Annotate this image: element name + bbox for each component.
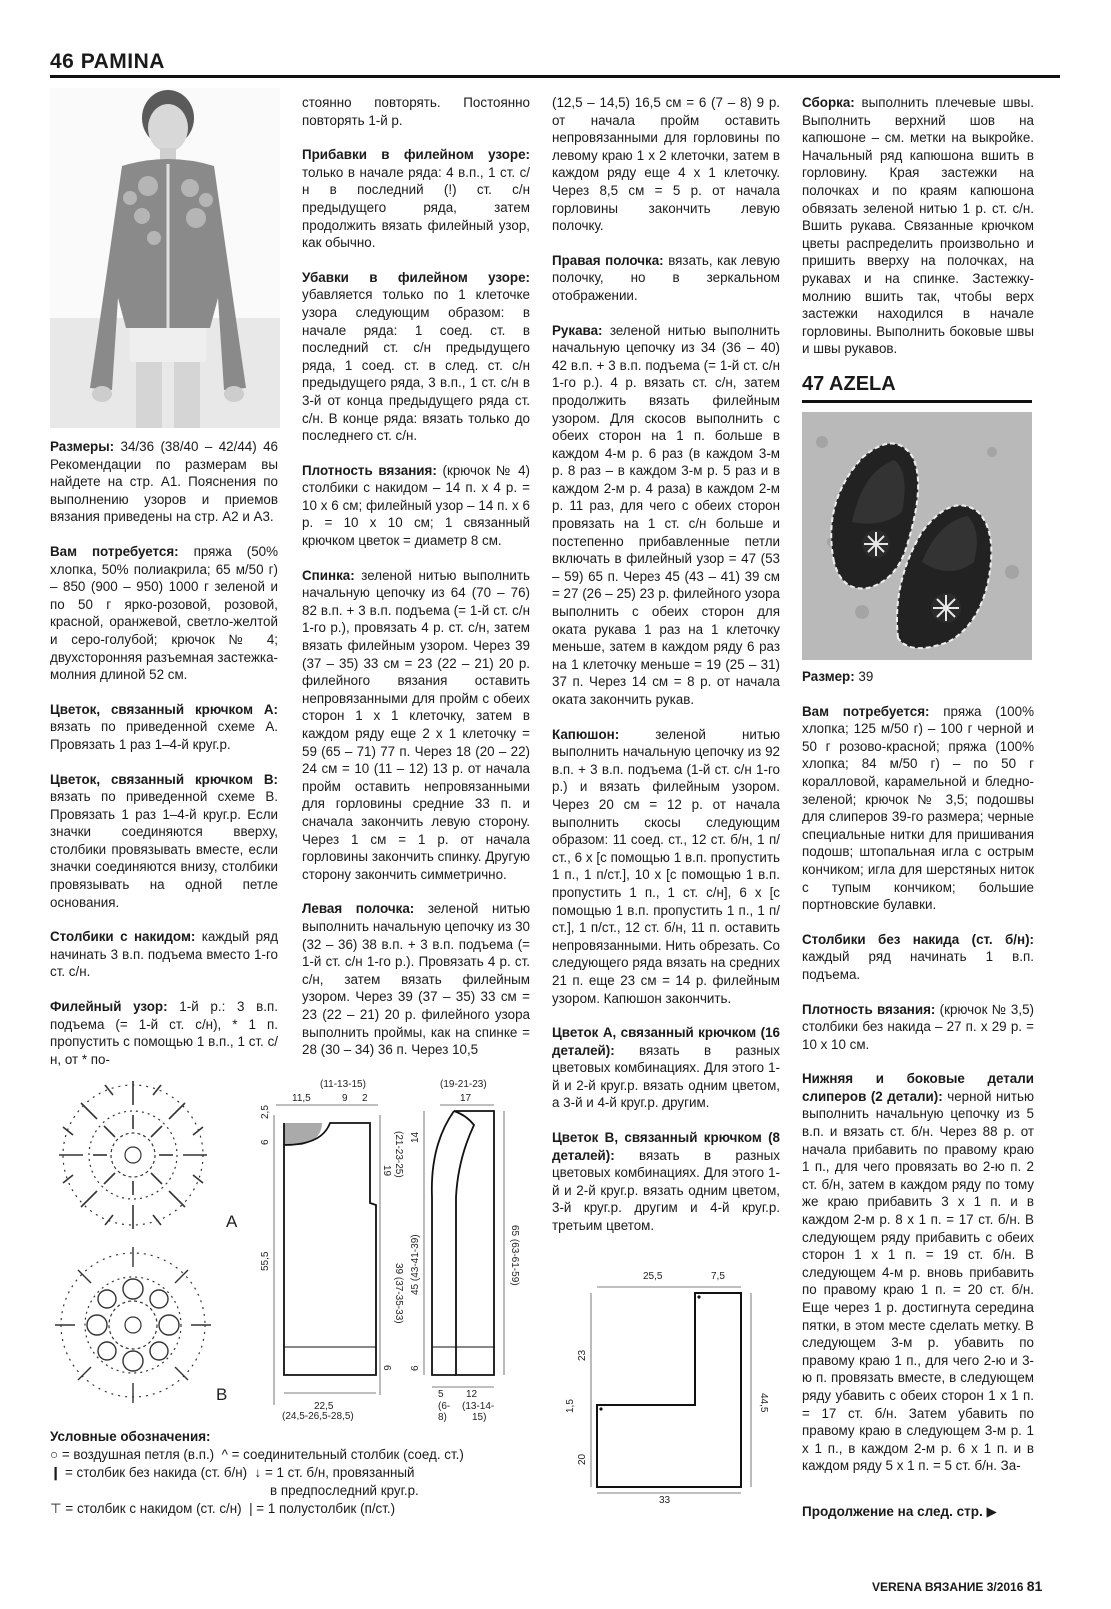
gauge-paragraph: Плотность вязания: (крючок № 4) столбики с накидом – 14 п. х 4 р. = 10 х 6 см; филейный узор – 14 п. х 6 р. = 10 х 10 см; 1 связанный крючком цветок = диаметр 8 см.: [302, 462, 530, 549]
section-rule: [802, 400, 1032, 403]
sleeve-cuff-label: 5: [438, 1389, 444, 1400]
double-crochet-paragraph: Столбики с накидом: каждый ряд начинать 3 в.п. подъема вместо 1-го ст. с/н.: [50, 929, 279, 980]
azela-sole-paragraph: Нижняя и боковые детали слиперов (2 детали): черной нитью выполнить начальную цепочку из 5 в.п. и вязать ст. б/н. Через 88 р. от начала прибавить по правому краю 1 п., для чего провязать во 2-ю п. 2 ст. б/н, затем в каждом ряду по тому же краю прибавить 3 х 1 п. и в каждом 2-м р. 8 х 1 п. = 17 ст. б/н. В следующем ряду прибавить с обеих сторон 1 х 1 п. = 19 ст. б/н. В следующем 4-м р. вновь прибавить по правому краю 1 п. = 20 ст. б/н. Еще через 1 р. достигнута середина пятки, в этом месте сделать метку. В следующем 3-м р. убавить по правому краю 1 п., для чего 2-ю и 3-ю п. провязать вместе, в следующем ряду убавить с обеих сторон 1 х 1 п. = 17 ст. б/н. Затем убавить по правому краю в следующем 3-м р. 1 х 1 п., в каждом 2-м р. 6 х 1 п. и в каждом ряду 5 х 1 п. = 5 ст. б/н. За-: [802, 1071, 1034, 1474]
azela-single-crochet-paragraph: Столбики без накида (ст. б/н): каждый ряд начинать 1 в.п. подъема.: [802, 931, 1034, 982]
slipper-height3-label: 20: [577, 1453, 588, 1465]
slipper-schematic: [555, 1265, 770, 1505]
legend-spike: = 1 ст. б/н, провязанный: [264, 1465, 415, 1480]
assembly-paragraph: Сборка: выполнить плечевые швы. Выполнить верхний шов на капюшоне – см. метки на выкройке. Начальный ряд капюшона вшить в горловину. Края застежки на полочках и по краям капюшона обвязать зеленой нитью 1 р. ст. с/н. Вшить рукава. Связанные крючком цветы распределить произвольно и пришить вверху на полочках, на рукавах и на спинке. Застежку-молнию вшить так, чтобы верх застежки находился в начале горловины. Выполнить боковые швы и швы рукавов.: [802, 95, 1034, 357]
back-schematic: [250, 1075, 404, 1422]
page-number: 81: [1026, 1578, 1043, 1594]
legend-chain: = воздушная петля (в.п.): [61, 1447, 215, 1462]
back-paragraph: Спинка: зеленой нитью выполнить начальную цепочку из 64 (70 – 76) 82 в.п. + 3 в.п. подъема (= 1-й ст. с/н 1-го р.), провязать 4 р. ст. с/н, затем вязать филейным узором. Через 39 (37 – 35) 33 см = 23 (22 – 21) 20 р. филейного вязания оставить непровязанными для пройм с обеих сторон 1 х 1 клеточку, затем в каждом ряду еще 2 х 1 клеточку = 59 (65 – 71) 77 п. Через 18 (20 – 22) 24 см = 10 (11 – 12) 13 р. от начала пройм оставить непровязанными для горловины средние 33 п. и сначала закончить левую сторону. Через 1 см = 1 р. от начала горловины закончить спинку. Другую сторону закончить симметрично.: [302, 567, 530, 882]
chart-b-icon: [55, 1247, 211, 1403]
back-top-label: (11-13-15): [320, 1079, 366, 1090]
filet-decreases-paragraph: Убавки в филейном узоре: убавляется только по 1 клеточке узора следующим образом: в начале ряда: 1 соед. ст. в последний ст. с/н предыдущего ряда, 1 соед. ст. в след. ст. с/н предыдущего ряда, 3 в.п., 1 ст. с/н в 3-й от конца предыдущего ряда ст. с/н. В конце ряда: вязать только до последнего ст. с/н.: [302, 269, 530, 444]
flower-b-parts-paragraph: Цветок В, связанный крючком (8 деталей): вязать в разных цветовых комбинациях. Для этого 1-й и 2-й круг.р. вязать одним цветом, 3-й круг.р. другим и 4-й круг.р. третьим цветом.: [552, 1130, 780, 1234]
left-front-continued-paragraph: (12,5 – 14,5) 16,5 см = 6 (7 – 8) 9 р. от начала пройм оставить непровязанными для горловины по левому краю 1 х 2 клеточки, затем в каждом ряду еще 4 х 1 клеточку. Через 8,5 см = 5 р. от начала горловины закончить левую полочку.: [552, 95, 780, 234]
filet-continued-paragraph: стоянно повторять. Постоянно повторять 1-й р.: [302, 95, 530, 128]
back-body-length-label: 39 (37-35-33): [393, 1263, 404, 1324]
sleeve-top-label: (19-21-23): [440, 1079, 487, 1090]
footer-brand: VERENA ВЯЗАНИЕ 3/2016: [872, 1580, 1024, 1594]
column-1: [50, 438, 278, 1085]
azela-gauge-paragraph: Плотность вязания: (крючок № 3,5) столбики без накида – 27 п. х 29 р. = 10 х 10 см.: [802, 1001, 1034, 1052]
back-neck-depth-label: 2,5: [260, 1105, 271, 1119]
back-width-label: 22,5: [314, 1401, 334, 1412]
slipper-outline: [597, 1293, 741, 1487]
flower-b-paragraph: Цветок, связанный крючком B: вязать по приведенной схеме В. Провязать 1 раз 1–4-й круг.р. Если значки соединяются вверху, столбики провязывать вместе, если значки соединяются внизу, столбики провязывать на одной петле основания.: [50, 771, 278, 910]
sleeve-cuff-alt2-label: (13-14-: [462, 1401, 495, 1412]
slipper-height1-label: 23: [577, 1349, 588, 1361]
legend-row-1: [50, 1446, 520, 1464]
legend-double-crochet: = столбик с накидом (ст. с/н): [65, 1501, 242, 1516]
legend-row-2: [50, 1464, 520, 1482]
sleeve-total-label: 65 (63-61-59): [509, 1225, 520, 1286]
filet-increases-paragraph: Прибавки в филейном узоре: только в начале ряда: 4 в.п., 1 ст. с/н в последний (!) ст. с/н предыдущего ряда, затем продолжить вязать филейный узор, как обычно.: [302, 147, 530, 251]
sleeve-schematic: [410, 1075, 520, 1423]
sleeve-cuff-alt1-label: (6-: [438, 1401, 451, 1412]
half-double-icon: |: [245, 1501, 257, 1516]
slip-stitch-icon: ^: [217, 1447, 232, 1462]
filet-pattern-paragraph: Филейный узор: 1-й р.: 3 в.п. подъема (= 1-й ст. с/н), * 1 п. пропустить с помощью 1 в.п., 1 ст. с/н, от * по-: [50, 999, 278, 1067]
slippers-photo: [802, 412, 1032, 660]
legend-single-crochet: = столбик без накида (ст. б/н): [64, 1465, 248, 1480]
column-2: [302, 94, 530, 1076]
flower-a-parts-paragraph: Цветок А, связанный крючком (16 деталей): вязать в разных цветовых комбинациях. Для этого 1-й и 2-й круг.р. вязать одним цветом, а 3-й и 4-й круг.р. другим.: [552, 1025, 780, 1111]
crochet-charts: [48, 1075, 248, 1415]
continue-note: Продолжение на след. стр. ▶: [802, 1504, 997, 1519]
back-neck-height-label: 2: [362, 1093, 368, 1104]
back-armhole-side-label: 6: [260, 1139, 271, 1145]
sleeves-paragraph: Рукава: зеленой нитью выполнить начальную цепочку из 34 (36 – 40) 42 в.п. + 3 в.п. подъема (= 1-й ст. с/н 1-го р.). 4 р. вязать ст. с/н, затем продолжить вязать филейным узором. Для скосов выполнить с обеих сторон на 1 п. больше в каждом 4-м р. 6 раз (в каждом 3-м р. 8 раз – в каждом 3-м р. 5 раз и в каждом 2-м р. 4 раза) в каждом 2-м р. 11 раз, для чего с обеих сторон провязать на 1 ст. с/н больше и постепенно прибавленные петли включать в филейный узор = 47 (53 – 59) 65 п. Через 45 (43 – 41) 39 см = 27 (26 – 25) 23 р. филейного узора выполнить с обеих сторон для оката рукава 1 раз на 1 клеточку меньше, затем в каждом ряду 6 раз на 1 клеточку меньше = 19 (25 – 31) 37 п. Через 14 см = 8 р. от начала оката закончить рукав.: [552, 322, 780, 707]
double-crochet-icon: ⊤: [50, 1501, 62, 1516]
sleeve-left-edge: [432, 1111, 456, 1375]
back-hem-label: 6: [381, 1365, 392, 1371]
single-crochet-icon: ❙: [50, 1465, 62, 1480]
spike-stitch-icon: ↓: [250, 1465, 265, 1480]
azela-size-paragraph: Размер: 39: [802, 669, 874, 684]
sleeve-outline: [454, 1111, 494, 1375]
column-3: [552, 94, 780, 1252]
sleeve-cuff-alt4-label: 8): [438, 1412, 447, 1423]
flower-a-paragraph: Цветок, связанный крючком A: вязать по приведенной схеме А. Провязать 1 раз 1–4-й круг.р.: [50, 701, 278, 752]
legend-row-3: [50, 1500, 520, 1518]
slipper-bottom-width-label: 33: [659, 1495, 671, 1506]
back-neck-width-label: 9: [342, 1093, 348, 1104]
title-rule: [50, 75, 1060, 78]
back-armhole-alt-label: (21-23-25): [393, 1131, 404, 1178]
right-front-paragraph: Правая полочка: вязать, как левую полочку, но в зеркальном отображении.: [552, 252, 780, 303]
sleeve-hem-label: 6: [410, 1365, 421, 1371]
sleeve-length-label: 45 (43-41-39): [410, 1234, 421, 1295]
chart-a-label: A: [226, 1212, 238, 1231]
sleeve-cuff-alt3-label: 15): [472, 1412, 487, 1423]
chart-b-label: B: [216, 1385, 228, 1404]
column-4-azela: [802, 668, 1034, 1492]
back-shoulder-label: 11,5: [292, 1093, 311, 1104]
page-title: 46 PAMINA: [50, 50, 165, 73]
sleeve-top-width-label: 17: [460, 1093, 472, 1104]
sizes-paragraph: Размеры: 34/36 (38/40 – 42/44) 46 Рекомендации по размерам вы найдете на стр. А1. Пояснения по выполнению узоров и приемов вязания приведены на стр. А2 и А3.: [50, 439, 278, 525]
back-outline: [284, 1123, 376, 1375]
slipper-top-width2-label: 7,5: [711, 1271, 725, 1282]
azela-materials-paragraph: Вам потребуется: пряжа (100% хлопка; 125 м/50 г) – 100 г черной и 50 г розово-красной; пряжа (100% хлопка; 84 м/50 г) – по 50 г коралловой, карамельной и бледно-зеленой; крючок № 3,5; подошвы для слиперов 39-го размера; черные специальные нитки для пришивания подошв; штопальная игла с острым кончиком; игла для шерстяных ниток с тупым кончиком; большие портновские булавки.: [802, 703, 1034, 913]
back-neck-shaded: [284, 1123, 322, 1145]
hood-paragraph: Капюшон: зеленой нитью выполнить начальную цепочку из 92 в.п. + 3 в.п. подъема (1-й ст. с/н 1-го р.) и вязать филейным узором. Через 20 см = 12 р. от начала выполнить скосы следующим образом: 11 соед. ст., 12 ст. б/н, 1 п/ст., 6 х [с помощью 1 в.п. пропустить 1 п., 1 п/ст.], 10 х [с помощью 1 в.п. пропустить 1 п., 1 ст. с/н], 6 х [с помощью 1 в.п. пропустить 1 п., 1 п/ст.], 1 п/ст., 12 ст. б/н, 11 п. оставить непровязанными. Нить обрезать. Со следующего ряда вязать на средних 21 п. еще 23 см = 14 р. филейным узором. Капюшон закончить.: [552, 726, 780, 1006]
chart-a-icon: [59, 1081, 207, 1229]
slipper-height2-label: 1,5: [565, 1399, 576, 1413]
sleeve-cuff2-label: 12: [466, 1389, 478, 1400]
section-title-47: 47 AZELA: [802, 373, 896, 395]
cardigan-photo: [50, 88, 280, 428]
legend-spike-cont: в предпоследний круг.р.: [270, 1483, 419, 1498]
chain-stitch-icon: ○: [50, 1447, 59, 1462]
sleeve-cap-label: 14: [410, 1131, 421, 1143]
back-armhole-label: 19: [381, 1165, 392, 1177]
left-front-paragraph: Левая полочка: зеленой нитью выполнить начальную цепочку из 30 (32 – 36) 38 в.п. + 3 в.п. подъема (= 1-й ст. с/н 1-го р.). Провязать 4 р. ст. с/н, затем вязать филейным узором. Через 39 (37 – 35) 33 см = 23 (22 – 21) 20 р. филейного узора выполнить проймы, как на спинке = 28 (30 – 34) 36 п. Через 10,5: [302, 901, 530, 1058]
back-width-alt-label: (24,5-26,5-28,5): [282, 1411, 354, 1422]
column-4: [802, 94, 1034, 375]
slipper-total-height-label: 44,5: [758, 1393, 769, 1413]
materials-paragraph: Вам потребуется: пряжа (50% хлопка, 50% полиакрила; 65 м/50 г) – 850 (900 – 950) 1000 г зеленой и по 50 г ярко-розовой, розовой, красной, оранжевой, светло-желтой и серо-голубой; крючок № 4; двухсторонняя разъемная застежка-молния длиной 52 см.: [50, 543, 278, 683]
footer: [872, 1578, 1042, 1594]
slipper-top-width-label: 25,5: [643, 1271, 663, 1282]
legend-half-double: = 1 полустолбик (п/ст.): [256, 1501, 396, 1516]
legend: [50, 1428, 520, 1518]
back-total-length-label: 55,5: [260, 1251, 271, 1271]
legend-title: Условные обозначения:: [50, 1429, 211, 1444]
legend-row-2b: [50, 1482, 520, 1500]
legend-slip: = соединительный столбик (соед. ст.): [231, 1447, 464, 1462]
